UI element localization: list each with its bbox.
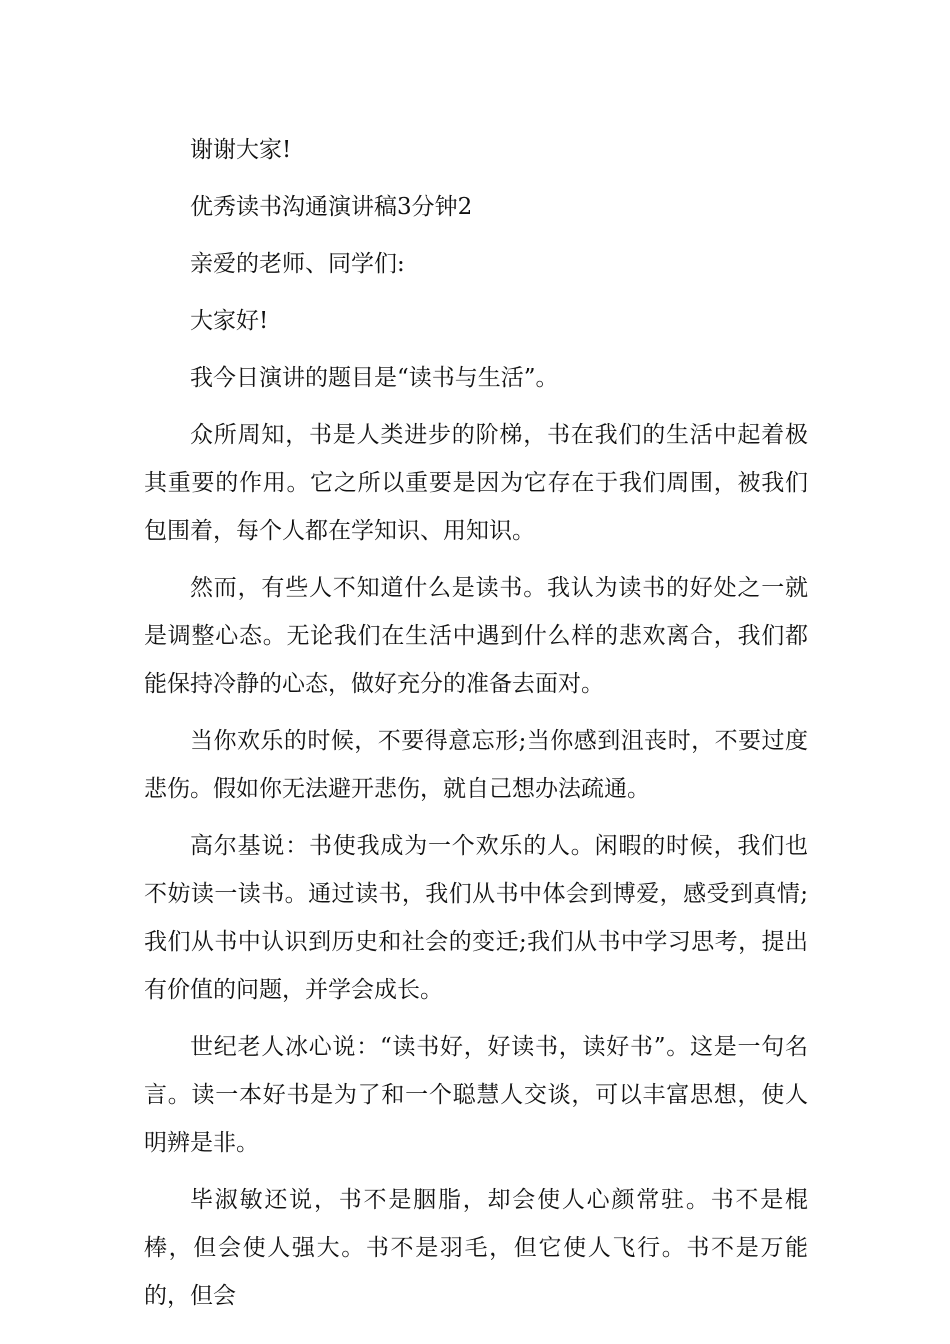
paragraph-body: 然而，有些人不知道什么是读书。我认为读书的好处之一就是调整心态。无论我们在生活中遇到什么样的悲欢离合，我们都能保持冷静的心态，做好充分的准备去面对。 bbox=[144, 575, 808, 697]
paragraph-salutation: 亲爱的老师、同学们: bbox=[190, 251, 405, 277]
paragraph-body: 世纪老人冰心说：“读书好，好读书，读好书”。这是一句名言。读一本好书是为了和一个聪慧人交谈，可以丰富思想，使人明辨是非。 bbox=[144, 1034, 808, 1156]
paragraph-body: 众所周知，书是人类进步的阶梯，书在我们的生活中起着极其重要的作用。它之所以重要是因为它存在于我们周围，被我们包围着，每个人都在学知识、用知识。 bbox=[144, 422, 808, 544]
paragraph-body: 毕淑敏还说，书不是胭脂，却会使人心颜常驻。书不是棍棒，但会使人强大。书不是羽毛，但它使人飞行。书不是万能的，但会 bbox=[144, 1187, 808, 1309]
paragraph-topic: 我今日演讲的题目是“读书与生活”。 bbox=[190, 365, 559, 391]
paragraph-body: 当你欢乐的时候，不要得意忘形;当你感到沮丧时，不要过度悲伤。假如你无法避开悲伤，就自己想办法疏通。 bbox=[144, 728, 808, 802]
paragraph-thanks: 谢谢大家! bbox=[190, 137, 292, 163]
paragraph-body: 高尔基说：书使我成为一个欢乐的人。闲暇的时候，我们也不妨读一读书。通过读书，我们从书中体会到博爱，感受到真情;我们从书中认识到历史和社会的变迁;我们从书中学习思考，提出有价值的问题，并学会成长。 bbox=[144, 833, 808, 1003]
paragraph-heading: 优秀读书沟通演讲稿3分钟2 bbox=[190, 194, 473, 220]
document-body bbox=[144, 126, 808, 1329]
paragraph-greeting: 大家好! bbox=[190, 308, 269, 334]
